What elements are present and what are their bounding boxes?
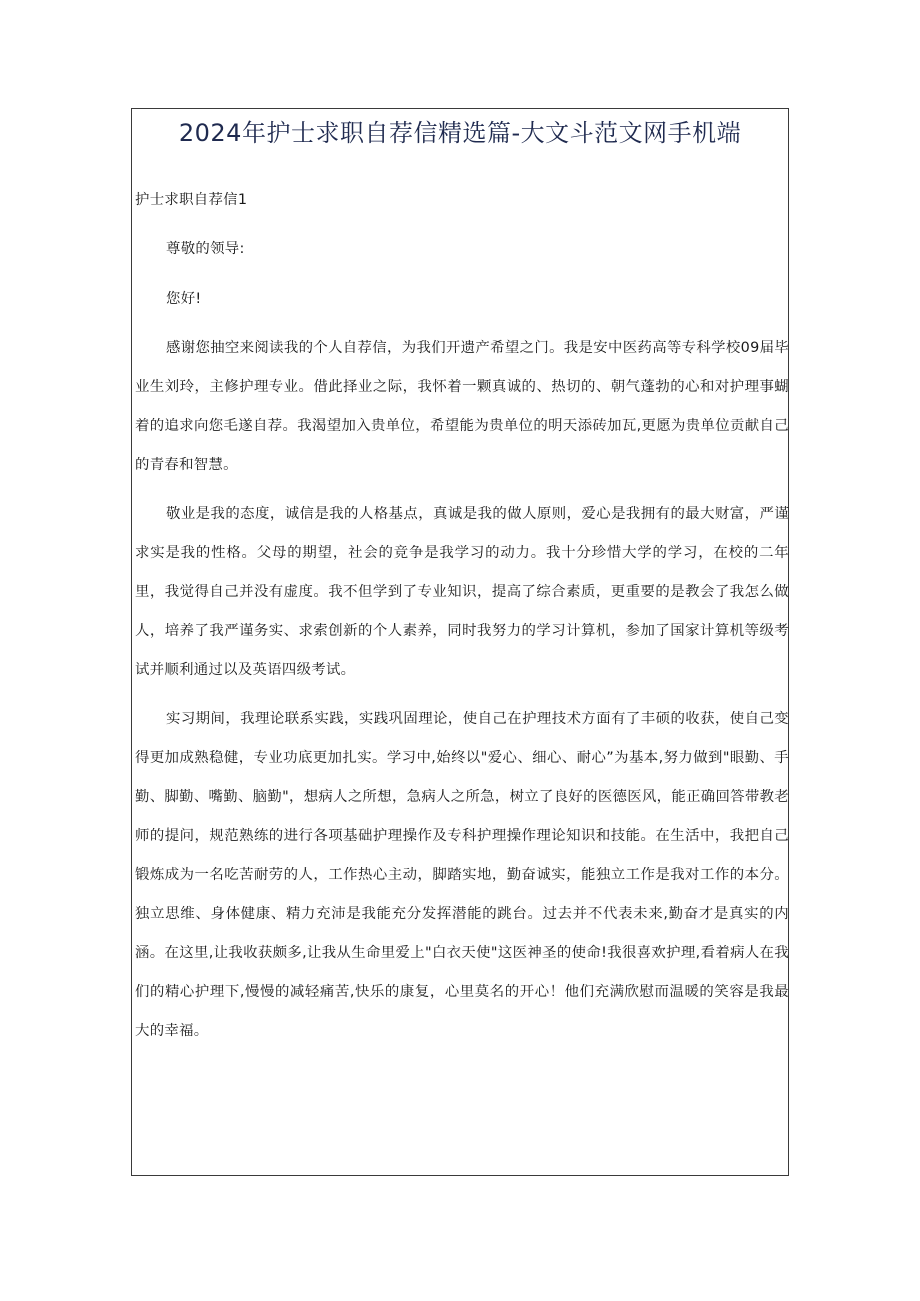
document-body [135, 181, 789, 1051]
section-heading: 护士求职自荐信1 [135, 192, 248, 208]
body-paragraph-3: 实习期间，我理论联系实践，实践巩固理论，使自己在护理技术方面有了丰硕的收获，使自己变得更加成熟稳健，专业功底更加扎实。学习中,始终以"爱心、细心、耐心”为基本,努力做到"眼勤、手勤、脚勤、嘴勤、脑勤"，想病人之所想，急病人之所急，树立了良好的医德医风，能正确回答带教老师的提问，规范熟练的进行各项基础护理操作及专科护理操作理论知识和技能。在生活中，我把自己锻炼成为一名吃苦耐劳的人，工作热心主动，脚踏实地，勤奋诚实，能独立工作是我对工作的本分。独立思维、身体健康、精力充沛是我能充分发挥潜能的跳台。过去并不代表未来,勤奋才是真实的内涵。在这里,让我收获颇多,让我从生命里爱上"白衣天使"这医神圣的使命!我很喜欢护理,看着病人在我们的精心护理下,慢慢的减轻痛苦,快乐的康复，心里莫名的开心！他们充满欣慰而温暖的笑容是我最大的幸福。 [135, 711, 789, 1039]
body-paragraph-2: 敬业是我的态度，诚信是我的人格基点，真诚是我的做人原则，爱心是我拥有的最大财富，严谨求实是我的性格。父母的期望，社会的竞争是我学习的动力。我十分珍惜大学的学习，在校的二年里，我觉得自己并没有虚度。我不但学到了专业知识，提高了综合素质，更重要的是教会了我怎么做人，培养了我严谨务实、求索创新的个人素养，同时我努力的学习计算机，参加了国家计算机等级考试并顺利通过以及英语四级考试。 [135, 506, 789, 678]
body-paragraph-1: 感谢您抽空来阅读我的个人自荐信，为我们开遗产希望之门。我是安中医药高等专科学校09届毕业生刘玲，主修护理专业。借此择业之际，我怀着一颗真诚的、热切的、朝气蓬勃的心和对护理事蝴着的追求向您毛遂自荐。我渴望加入贵单位，希望能为贵单位的明天添砖加瓦,更愿为贵单位贡献自己的青春和智慧。 [135, 340, 789, 473]
salutation: 尊敬的领导: [166, 241, 245, 258]
greeting: 您好! [166, 290, 202, 307]
document-title: 2024年护士求职自荐信精选篇-大文斗范文网手机端 [178, 119, 742, 147]
